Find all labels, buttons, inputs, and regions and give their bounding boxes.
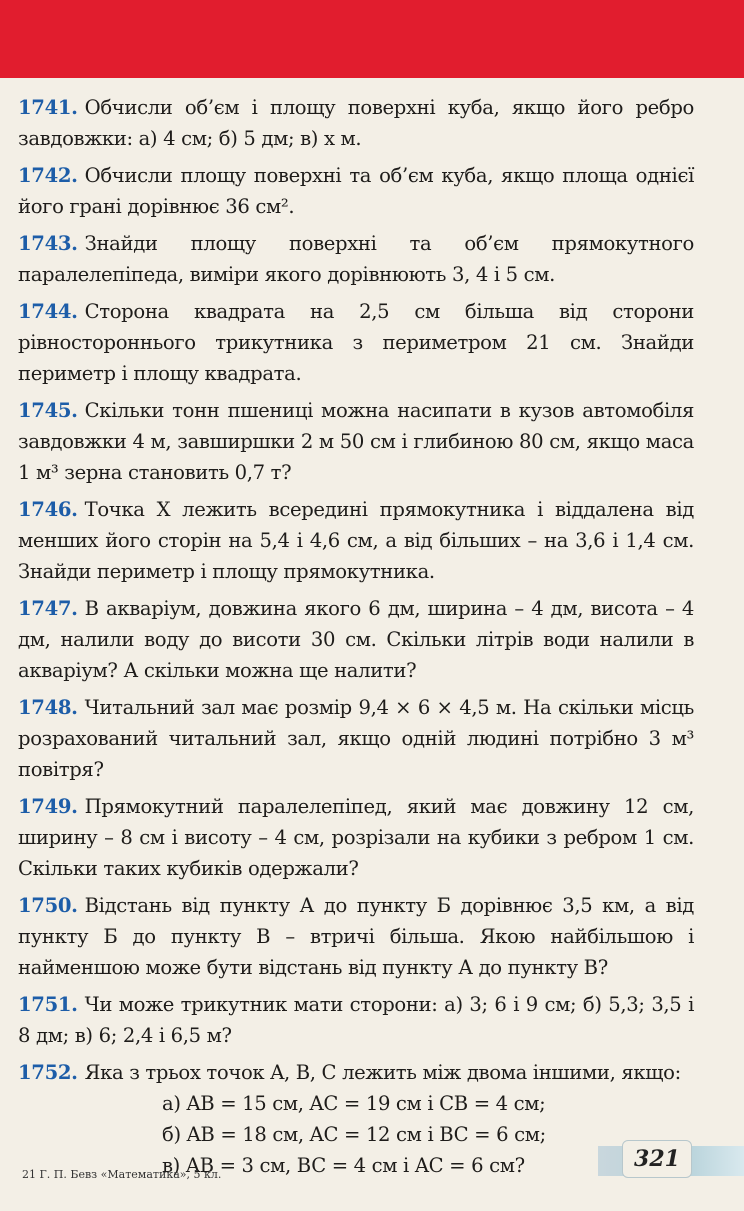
problem-number: 1752. [18,1061,78,1084]
problem-1751 [18,989,694,1051]
option-c: в) AB = 3 см, BC = 4 см і AC = 6 см? [162,1154,525,1177]
problem-number: 1749. [18,795,78,818]
problem-1742 [18,160,694,222]
problem-text: Чи може трикутник мати сторони: а) 3; 6 і 9 см; б) 5,3; 3,5 і 8 дм; в) 6; 2,4 і 6,5 м? [18,993,694,1047]
problem-text: В акваріум, довжина якого 6 дм, ширина – 4 дм, висота – 4 дм, налили воду до висоти 30 см. Скільки літрів води налили в акваріум? А скільки можна ще налити? [18,597,694,682]
problem-number: 1745. [18,399,78,422]
problem-number: 1746. [18,498,78,521]
problem-1750 [18,890,694,983]
problem-1752 [18,1057,694,1181]
problem-1746 [18,494,694,587]
problem-number: 1747. [18,597,78,620]
problem-text: Прямокутний паралелепіпед, який має довжину 12 см, ширину – 8 см і висоту – 4 см, розрізали на кубики з ребром 1 см. Скільки таких кубиків одержали? [18,795,694,880]
problem-number: 1743. [18,232,78,255]
option-b: б) AB = 18 см, AC = 12 см і BC = 6 см; [162,1123,546,1146]
page-number: 321 [622,1140,692,1178]
problem-text: Знайди площу поверхні та об’єм прямокутного паралелепіпеда, виміри якого дорівнюють 3, 4 і 5 см. [18,232,694,286]
footer-note: 21 Г. П. Бевз «Математика», 5 кл. [22,1168,222,1181]
problem-text: Читальний зал має розмір 9,4 × 6 × 4,5 м. На скільки місць розрахований читальний зал, якщо одній людині потрібно 3 м³ повітря? [18,696,694,781]
problem-1741 [18,92,694,154]
problem-number: 1750. [18,894,78,917]
option-a: а) AB = 15 см, AC = 19 см і CB = 4 см; [162,1092,546,1115]
problem-number: 1742. [18,164,78,187]
problem-number: 1751. [18,993,78,1016]
problem-number: 1741. [18,96,78,119]
problem-text: Обчисли площу поверхні та об’єм куба, якщо площа однієї його грані дорівнює 36 см². [18,164,694,218]
problems-list [18,92,694,1187]
problem-1744 [18,296,694,389]
problem-1748 [18,692,694,785]
problem-text: Скільки тонн пшениці можна насипати в кузов автомобіля завдовжки 4 м, завширшки 2 м 50 см і глибиною 80 см, якщо маса 1 м³ зерна становить 0,7 т? [18,399,694,484]
problem-1749 [18,791,694,884]
top-color-band [0,0,744,78]
problem-1743 [18,228,694,290]
problem-text: Сторона квадрата на 2,5 см більша від сторони рівностороннього трикутника з периметром 21 см. Знайди периметр і площу квадрата. [18,300,694,385]
problem-number: 1748. [18,696,78,719]
problem-1747 [18,593,694,686]
problem-text: Точка X лежить всередині прямокутника і віддалена від менших його сторін на 5,4 і 4,6 см, а від більших – на 3,6 і 1,4 см. Знайди периметр і площу прямокутника. [18,498,694,583]
problem-text: Яка з трьох точок A, B, C лежить між двома іншими, якщо: [84,1061,681,1084]
problem-text: Відстань від пункту А до пункту Б дорівнює 3,5 км, а від пункту Б до пункту В – втричі більша. Якою найбільшою і найменшою може бути відстань від пункту А до пункту В? [18,894,694,979]
problem-number: 1744. [18,300,78,323]
problem-text: Обчисли об’єм і площу поверхні куба, якщо його ребро завдовжки: а) 4 см; б) 5 дм; в) x м. [18,96,694,150]
problem-1745 [18,395,694,488]
